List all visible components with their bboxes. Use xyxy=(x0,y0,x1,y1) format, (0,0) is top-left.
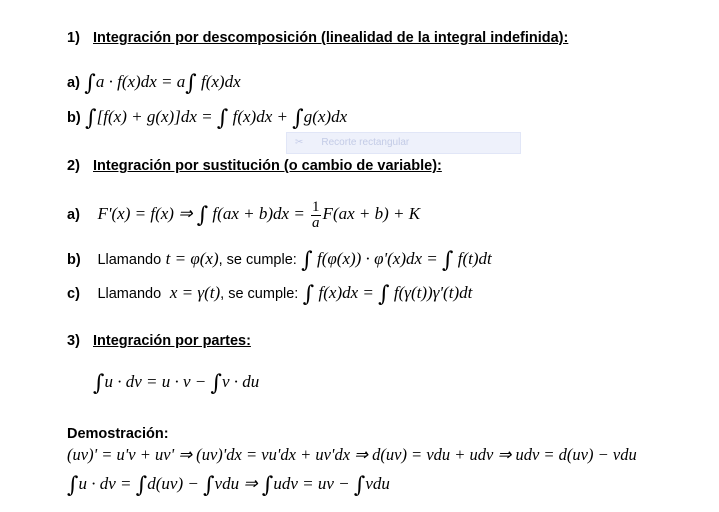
formula-2b-label: b) xyxy=(67,252,81,268)
section-3-title: Integración por partes: xyxy=(93,333,251,349)
snip-tooltip-text: Recorte rectangular xyxy=(321,137,410,148)
formula-3: ∫u · dv = u · v − ∫v · du xyxy=(93,371,260,396)
formula-2c: c) Llamando x = γ(t), se cumple: ∫ f(x)dx = ∫ f(γ(t))γ'(t)dt xyxy=(67,282,473,307)
formula-2c-se-cumple: , se cumple: xyxy=(220,286,299,302)
section-2-number: 2) xyxy=(67,158,80,174)
formula-2b: b) Llamando t = φ(x), se cumple: ∫ f(φ(x)) · φ'(x)dx = ∫ f(t)dt xyxy=(67,248,492,273)
section-3-number: 3) xyxy=(67,333,80,349)
formula-1a: a) ∫a · f(x)dx = a∫ f(x)dx xyxy=(67,71,241,96)
formula-2a-label: a) xyxy=(67,207,80,224)
formula-2c-label: c) xyxy=(67,286,80,302)
section-2-title: Integración por sustitución (o cambio de variable): xyxy=(93,158,442,174)
demo-line-1: (uv)' = u'v + uv' ⇒ (uv)'dx = vu'dx + uv'dx ⇒ d(uv) = vdu + udv ⇒ udv = d(uv) − vdu xyxy=(67,445,637,464)
formula-2b-se-cumple: , se cumple: xyxy=(218,252,297,268)
formula-1a-label: a) xyxy=(67,75,80,91)
section-1-heading xyxy=(67,30,568,46)
section-1-title: Integración por descomposición (linealidad de la integral indefinida): xyxy=(93,30,569,46)
snip-tooltip xyxy=(286,132,521,154)
formula-2c-llamando: Llamando xyxy=(97,286,162,302)
demo-heading: Demostración: xyxy=(67,426,169,442)
formula-2a: a) F'(x) = f(x) ⇒ ∫ f(ax + b)dx = $\frac{1}{a}$ F(ax + b) + K xyxy=(67,199,421,231)
formula-2b-llamando: Llamando xyxy=(97,252,162,268)
section-2-heading xyxy=(67,158,442,174)
formula-1b-label: b) xyxy=(67,110,81,126)
section-1-number: 1) xyxy=(67,30,80,46)
scissors-icon: ✂ xyxy=(295,137,304,148)
formula-1b: b) ∫[f(x) + g(x)]dx = ∫ f(x)dx + ∫g(x)dx xyxy=(67,106,348,131)
fraction-1-over-a: $\frac{1}{a}$ xyxy=(312,199,320,231)
section-3-heading xyxy=(67,333,251,349)
demo-line-2: ∫u · dv = ∫d(uv) − ∫vdu ⇒ ∫udv = uv − ∫vdu xyxy=(67,473,390,498)
